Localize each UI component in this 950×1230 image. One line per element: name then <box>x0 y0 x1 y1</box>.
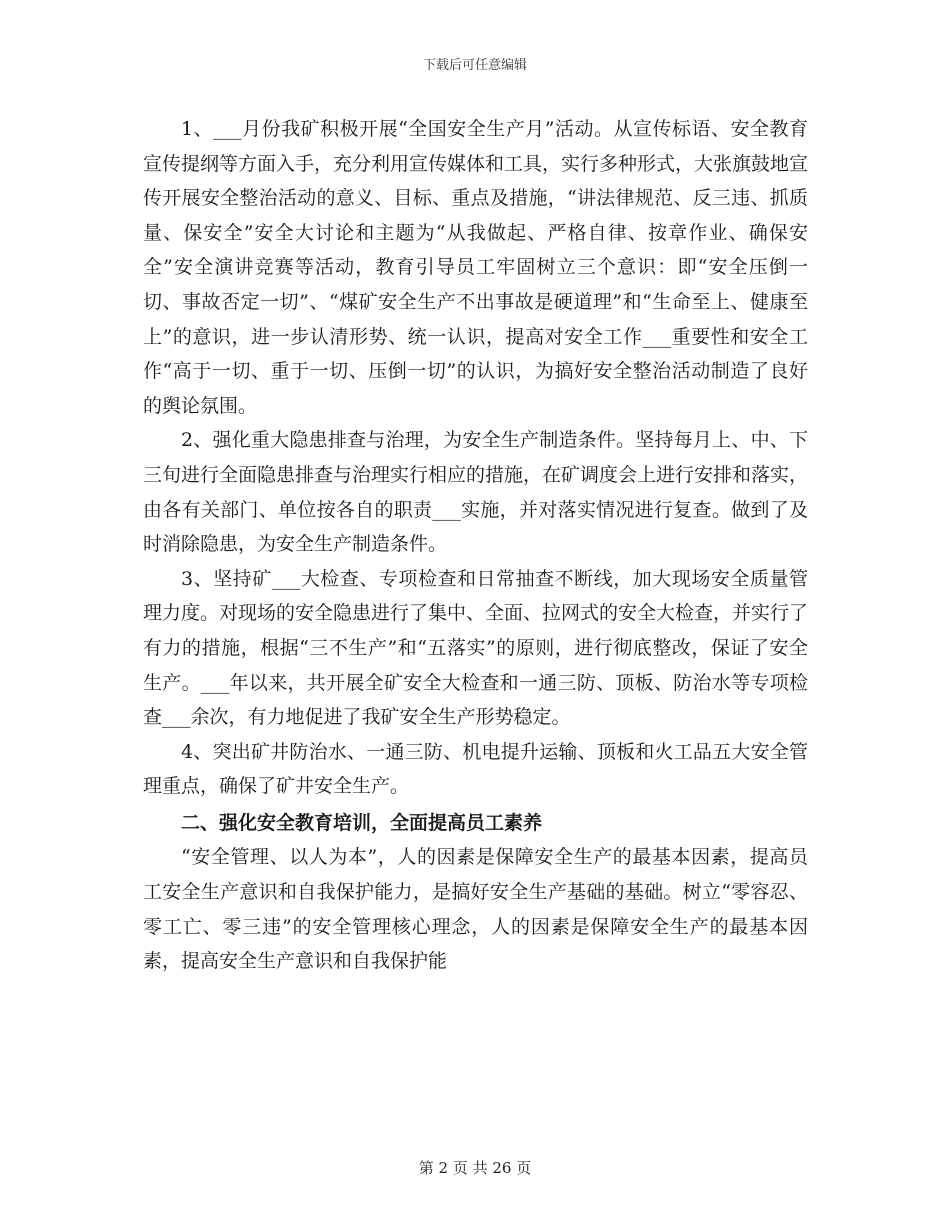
section-heading: 二、强化安全教育培训，全面提高员工素养 <box>181 811 543 834</box>
document-body <box>143 112 808 979</box>
page-number: 第 2 页 共 26 页 <box>418 1159 532 1177</box>
paragraph-3: 3、坚持矿___大检查、专项检查和日常抽查不断线，加大现场安全质量管理力度。对现场的安全隐患进行了集中、全面、拉网式的安全大检查，并实行了有力的措施，根据“三不生产”和“五落实”的原则，进行彻底整改，保证了安全生产。___年以来，共开展全矿安全大检查和一通三防、顶板、防治水等专项检查___余次，有力地促进了我矿安全生产形势稳定。 <box>143 567 809 729</box>
header-note: 下载后可任意编辑 <box>422 58 527 73</box>
paragraph-4: 4、突出矿井防治水、一通三防、机电提升运输、顶板和火工品五大安全管理重点，确保了矿井安全生产。 <box>143 740 808 798</box>
section-paragraph: “安全管理、以人为本”，人的因素是保障安全生产的最基本因素，提高员工安全生产意识和自我保护能力，是搞好安全生产基础的基础。树立“零容忍、零工亡、零三违”的安全管理核心理念，人的因素是保障安全生产的最基本因素，提高安全生产意识和自我保护能 <box>143 846 808 973</box>
paragraph-1: 1、___月份我矿积极开展“全国安全生产月”活动。从宣传标语、安全教育宣传提纲等方面入手，充分利用宣传媒体和工具，实行多种形式，大张旗鼓地宣传开展安全整治活动的意义、目标、重点及措施，“讲法律规范、反三违、抓质量、保安全”安全大讨论和主题为“从我做起、严格自律、按章作业、确保安全”安全演讲竞赛等活动，教育引导员工牢固树立三个意识：即“安全压倒一切、事故否定一切”、“煤矿安全生产不出事故是硬道理”和“生命至上、健康至上”的意识，进一步认清形势、统一认识，提高对安全工作___重要性和安全工作“高于一切、重于一切、压倒一切”的认识，为搞好安全整治活动制造了良好的舆论氛围。 <box>143 118 809 417</box>
paragraph-2: 2、强化重大隐患排查与治理，为安全生产制造条件。坚持每月上、中、下三旬进行全面隐患排查与治理实行相应的措施，在矿调度会上进行安排和落实，由各有关部门、单位按各自的职责___实施，并对落实情况进行复查。做到了及时消除隐患，为安全生产制造条件。 <box>143 429 809 556</box>
